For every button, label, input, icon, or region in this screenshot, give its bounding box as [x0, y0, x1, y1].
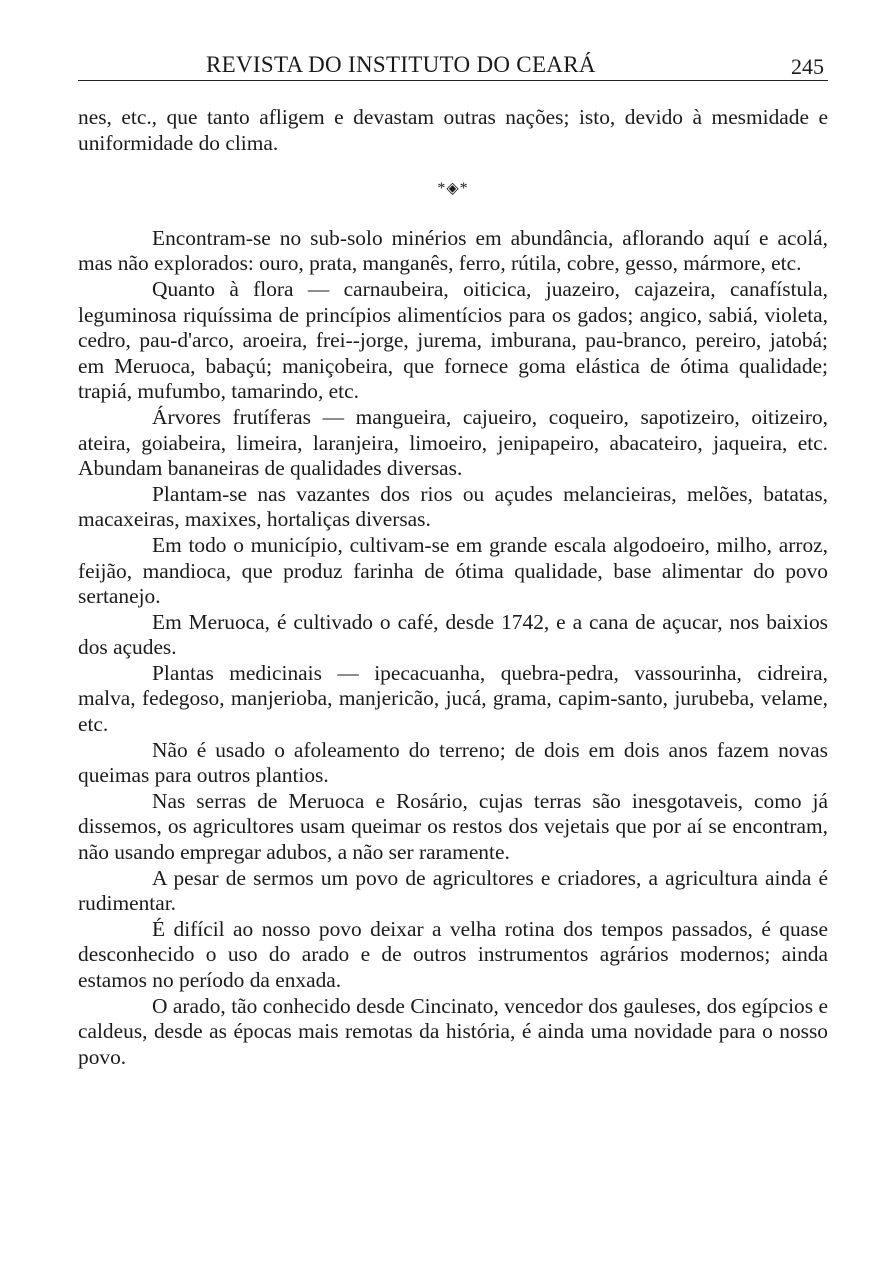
paragraph-meruoca-cafe: Em Meruoca, é cultivado o café, desde 1742, e a cana de açucar, nos baixios dos açudes.: [78, 609, 828, 660]
paragraph-afoleamento: Não é usado o afoleamento do terreno; de dois em dois anos fazem novas queimas para outros plantios.: [78, 737, 828, 788]
paragraph-serras: Nas serras de Meruoca e Rosário, cujas terras são inesgotaveis, como já dissemos, os agricultores usam queimar os restos dos vejetais que por aí se encontram, não usando empregar adubos, a não ser raramente.: [78, 788, 828, 865]
section-separator: *◈*: [437, 180, 469, 198]
page-number: 245: [791, 54, 824, 79]
book-page: [78, 44, 828, 1070]
paragraph-arado: O arado, tão conhecido desde Cincinato, vencedor dos gauleses, dos egípcios e caldeus, desde as épocas mais remotas da história, é ainda uma novidade para o nosso povo.: [78, 993, 828, 1069]
paragraph-continued: nes, etc., que tanto afligem e devastam outras nações; isto, devido à mesmidade e uniformidade do clima.: [78, 105, 828, 155]
paragraph-medicinal-plants: Plantas medicinais — ipecacuanha, quebra-pedra, vassourinha, cidreira, malva, fedegoso, manjerioba, manjericão, jucá, grama, capim-santo, jurubeba, velame, etc.: [78, 660, 828, 737]
body-text: [78, 105, 828, 1070]
paragraph-municipio: Em todo o município, cultivam-se em grande escala algodoeiro, milho, arroz, feijão, mandioca, que produz farinha de ótima qualidade, base alimentar do povo sertanejo.: [78, 532, 828, 609]
paragraph-flora: Quanto à flora — carnaubeira, oiticica, juazeiro, cajazeira, canafístula, leguminosa riquíssima de princípios alimentícios para os gados; angico, sabiá, violeta, cedro, pau-d'arco, aroeira, frei--jorge, jurema, imburana, pau-branco, pereiro, jatobá; em Meruoca, babaçú; maniçobeira, que fornece goma elástica de ótima qualidade; trapiá, mufumbo, tamarindo, etc.: [78, 276, 828, 404]
paragraph-rotina: É difícil ao nosso povo deixar a velha rotina dos tempos passados, é quase desconhecido o uso do arado e de outros instrumentos agrários modernos; ainda estamos no período da enxada.: [78, 916, 828, 992]
paragraph-agriculture: A pesar de sermos um povo de agricultores e criadores, a agricultura ainda é rudimentar.: [78, 865, 828, 916]
page-header: [78, 44, 828, 81]
running-head: REVISTA DO INSTITUTO DO CEARÁ: [206, 52, 596, 77]
paragraph-minerals: Encontram-se no sub-solo minérios em abundância, aflorando aquí e acolá, mas não explorados: ouro, prata, manganês, ferro, rútila, cobre, gesso, mármore, etc.: [78, 225, 828, 276]
paragraph-fruit-trees: Árvores frutíferas — mangueira, cajueiro, coqueiro, sapotizeiro, oitizeiro, ateira, goiabeira, limeira, laranjeira, limoeiro, jenipapeiro, abacateiro, jaqueira, etc. Abundam bananeiras de qualidades diversas.: [78, 404, 828, 481]
paragraph-vazantes: Plantam-se nas vazantes dos rios ou açudes melancieiras, melões, batatas, macaxeiras, maxixes, hortaliças diversas.: [78, 481, 828, 532]
